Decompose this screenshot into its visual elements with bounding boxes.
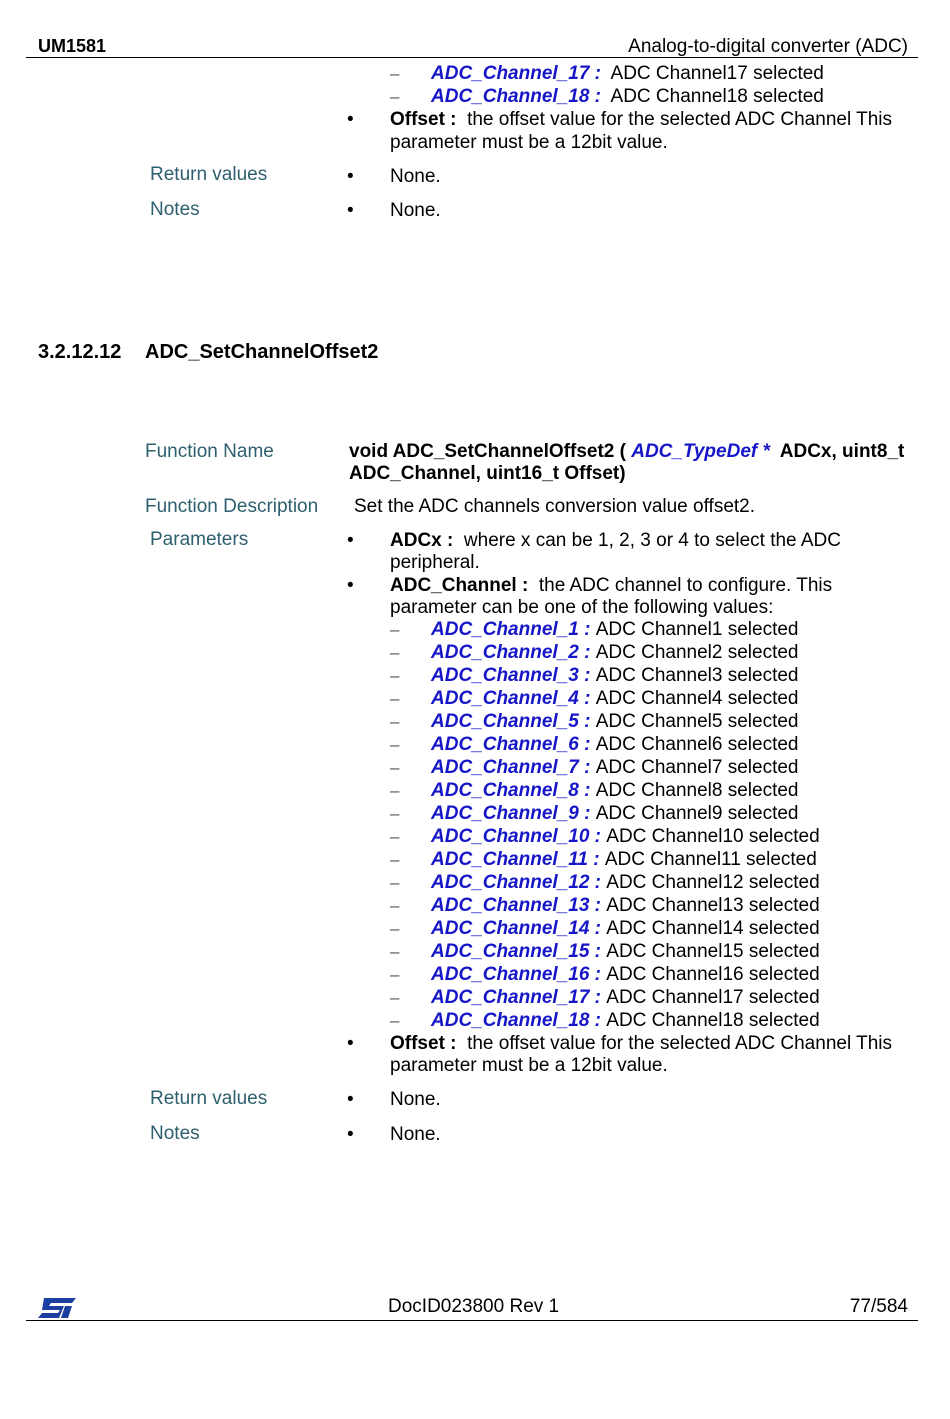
offset-term: Offset : [390,1033,457,1054]
offset-desc-line2: parameter must be a 12bit value. [390,1055,668,1076]
adc-channel-param [390,575,832,597]
function-signature-line2: ADC_Channel, uint16_t Offset) [349,463,626,484]
channel-name[interactable]: ADC_Channel_5 : [431,711,591,732]
bullet-icon: • [347,1124,354,1145]
bullet-icon: • [347,1033,354,1054]
channel-name[interactable]: ADC_Channel_4 : [431,688,591,709]
channel-name[interactable]: ADC_Channel_18 : [431,1010,601,1031]
dash-icon: – [390,942,400,961]
dash-icon: – [390,620,400,639]
channel-desc: ADC Channel14 selected [606,918,820,939]
dash-icon: – [390,643,400,662]
channel-name: ADC_Channel_17 : [431,63,601,84]
channel-desc: ADC Channel17 selected [610,63,824,84]
dash-icon: – [390,1011,400,1030]
dash-icon: – [390,689,400,708]
channel-item [431,895,820,917]
dash-icon: – [390,988,400,1007]
adcx-term: ADCx : [390,530,454,551]
channel-desc: ADC Channel3 selected [595,665,799,686]
channel-desc: ADC Channel1 selected [595,619,799,640]
return-values-label: Return values [150,1088,268,1109]
dash-icon: – [390,896,400,915]
footer-rule [26,1320,918,1321]
dash-icon: – [390,64,400,83]
chapter-title: Analog-to-digital converter (ADC) [628,36,908,57]
channel-desc: ADC Channel17 selected [606,987,820,1008]
bullet-icon: • [347,166,354,187]
dash-icon: – [390,850,400,869]
header-rule [26,57,918,58]
notes-value: None. [390,1124,441,1145]
offset-param [390,109,892,131]
channel-name[interactable]: ADC_Channel_2 : [431,642,591,663]
dash-icon: – [390,919,400,938]
channel-item [431,1010,820,1032]
channel-item [431,941,820,963]
channel-desc: ADC Channel2 selected [595,642,799,663]
channel-desc: ADC Channel15 selected [606,941,820,962]
adcx-param [390,530,841,552]
channel-name[interactable]: ADC_Channel_16 : [431,964,601,985]
dash-icon: – [390,965,400,984]
dash-icon: – [390,873,400,892]
channel-item [431,964,820,986]
dash-icon: – [390,781,400,800]
dash-icon: – [390,804,400,823]
adc-channel-term: ADC_Channel : [390,575,529,596]
adc-channel-desc-line1: the ADC channel to configure. This [538,575,833,596]
channel-name[interactable]: ADC_Channel_11 : [431,849,600,870]
channel-desc: ADC Channel5 selected [595,711,799,732]
channel-desc: ADC Channel13 selected [606,895,820,916]
channel-desc: ADC Channel16 selected [606,964,820,985]
dash-icon: – [390,666,400,685]
channel-desc: ADC Channel7 selected [595,757,799,778]
dash-icon: – [390,87,400,106]
channel-name[interactable]: ADC_Channel_6 : [431,734,591,755]
channel-desc: ADC Channel11 selected [604,849,817,870]
channel-desc: ADC Channel6 selected [595,734,799,755]
sig-part1: void ADC_SetChannelOffset2 ( [349,441,626,462]
function-name-label: Function Name [145,441,274,462]
return-values-value: None. [390,166,441,187]
notes-value: None. [390,200,441,221]
channel-item [431,711,799,733]
function-signature-line1 [349,441,904,463]
dash-icon: – [390,712,400,731]
channel-name[interactable]: ADC_Channel_8 : [431,780,591,801]
return-values-value: None. [390,1089,441,1110]
channel-item [431,849,817,871]
channel-item [431,665,799,687]
channel-item [431,63,824,85]
channel-item [431,780,799,802]
channel-item [431,987,820,1009]
channel-desc: ADC Channel9 selected [595,803,799,824]
function-description-label: Function Description [145,496,319,517]
channel-name[interactable]: ADC_Channel_1 : [431,619,591,640]
offset-desc-line1: the offset value for the selected ADC Channel This [467,1033,893,1054]
channel-item [431,803,799,825]
page-number: 77/584 [849,1296,908,1317]
channel-name[interactable]: ADC_Channel_14 : [431,918,601,939]
bullet-icon: • [347,575,354,596]
bullet-icon: • [347,1089,354,1110]
channel-item [431,688,799,710]
notes-label: Notes [150,199,200,220]
notes-label: Notes [150,1123,200,1144]
return-values-label: Return values [150,164,268,185]
channel-item [431,872,820,894]
bullet-icon: • [347,200,354,221]
channel-desc: ADC Channel12 selected [606,872,820,893]
channel-name[interactable]: ADC_Channel_17 : [431,987,601,1008]
channel-desc: ADC Channel10 selected [606,826,820,847]
channel-item [431,826,820,848]
offset-desc-line1: the offset value for the selected ADC Channel This [467,109,893,130]
channel-name[interactable]: ADC_Channel_10 : [431,826,601,847]
channel-desc: ADC Channel18 selected [606,1010,820,1031]
channel-name[interactable]: ADC_Channel_15 : [431,941,601,962]
channel-name[interactable]: ADC_Channel_13 : [431,895,601,916]
doc-code: UM1581 [38,36,107,56]
channel-item [431,86,824,108]
channel-desc: ADC Channel4 selected [595,688,799,709]
function-description-value: Set the ADC channels conversion value offset2. [354,496,756,517]
offset-param [390,1033,892,1055]
doc-id: DocID023800 Rev 1 [388,1296,560,1317]
channel-desc: ADC Channel8 selected [595,780,799,801]
section-title: ADC_SetChannelOffset2 [145,341,379,363]
adcx-desc-line2: peripheral. [390,552,480,573]
channel-desc: ADC Channel18 selected [610,86,824,107]
offset-desc-line2: parameter must be a 12bit value. [390,132,668,153]
channel-item [431,734,799,756]
channel-name: ADC_Channel_18 : [431,86,601,107]
channel-name[interactable]: ADC_Channel_3 : [431,665,591,686]
dash-icon: – [390,735,400,754]
adcx-desc-line1: where x can be 1, 2, 3 or 4 to select the ADC [463,530,841,551]
sig-part2: ADCx, uint8_t [779,441,905,462]
offset-term: Offset : [390,109,457,130]
dash-icon: – [390,827,400,846]
section-number: 3.2.12.12 [38,341,122,363]
bullet-icon: • [347,109,354,130]
bullet-icon: • [347,530,354,551]
parameters-label: Parameters [150,529,249,550]
sig-type-link[interactable]: ADC_TypeDef * [631,441,770,462]
channel-name[interactable]: ADC_Channel_7 : [431,757,591,778]
channel-name[interactable]: ADC_Channel_9 : [431,803,591,824]
channel-item [431,619,799,641]
channel-item [431,642,799,664]
st-logo-icon [38,1296,76,1320]
channel-name[interactable]: ADC_Channel_12 : [431,872,601,893]
section-heading [38,341,378,364]
adc-channel-desc-line2: parameter can be one of the following values: [390,597,774,618]
dash-icon: – [390,758,400,777]
channel-item [431,757,799,779]
channel-item [431,918,820,940]
